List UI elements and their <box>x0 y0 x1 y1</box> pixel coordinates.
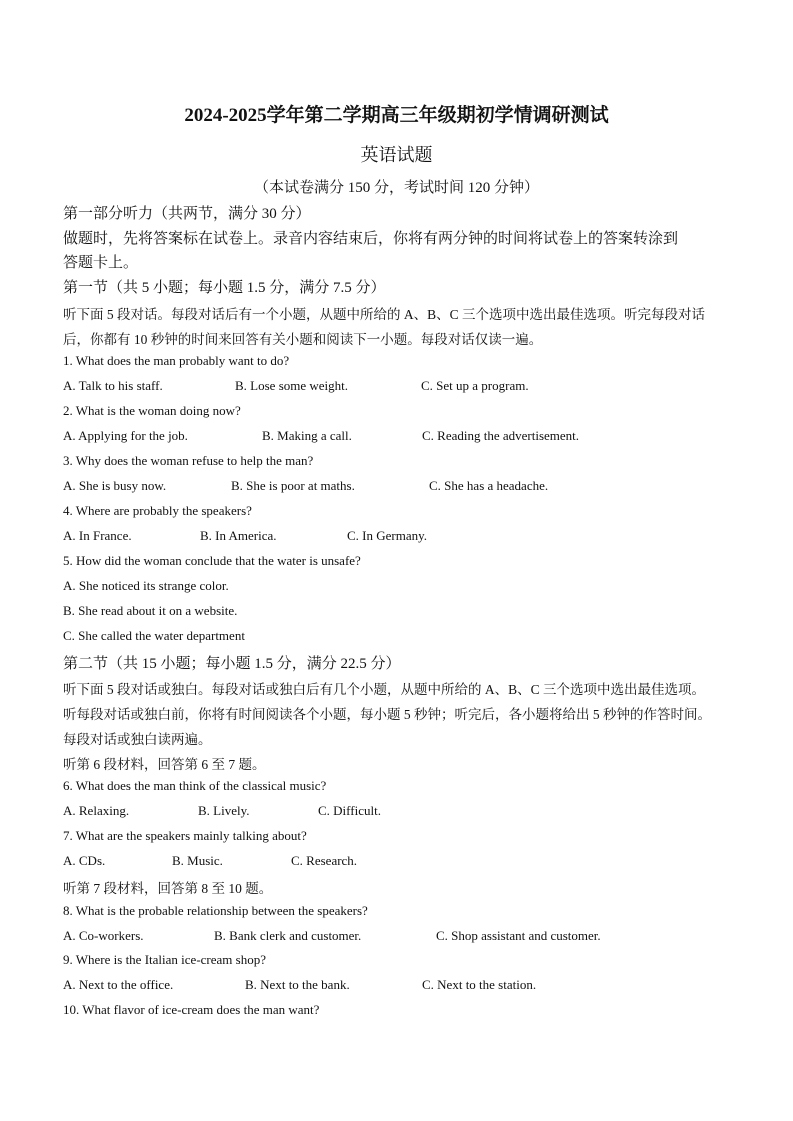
option-b: B. Bank clerk and customer. <box>214 928 362 943</box>
question-text: 6. What does the man think of the classical music? <box>63 778 327 793</box>
part1-instruction-line: 做题时，先将答案标在试卷上。录音内容结束后，你将有两分钟的时间将试卷上的答案转涂到 <box>63 231 679 247</box>
options-row <box>63 977 763 995</box>
option-a: A. She is busy now. <box>63 478 167 493</box>
option-c: C. Reading the advertisement. <box>422 428 580 443</box>
part1-instruction-line: 答题卡上。 <box>63 255 139 271</box>
question-text: 3. Why does the woman refuse to help the man? <box>63 453 314 468</box>
option-c: C. She has a headache. <box>429 478 549 493</box>
section1-instruction-line: 听下面 5 段对话。每段对话后有一个小题，从题中所给的 A、B、C 三个选项中选出最佳选项。听完每段对话 <box>63 307 706 322</box>
options-row <box>63 378 763 396</box>
section2-instruction-line: 听下面 5 段对话或独白。每段对话或独白后有几个小题，从题中所给的 A、B、C 三个选项中选出最佳选项。 <box>63 682 706 697</box>
option-a: A. Next to the office. <box>63 977 174 992</box>
options-row <box>63 478 763 496</box>
option-b: B. She read about it on a website. <box>63 603 238 618</box>
section1-heading: 第一节（共 5 小题；每小题 1.5 分，满分 7.5 分） <box>63 280 386 296</box>
option-b: B. Making a call. <box>262 428 352 443</box>
section2-instruction-line: 听每段对话或独白前，你将有时间阅读各个小题，每小题 5 秒钟；听完后，各小题将给出 5 秒钟的作答时间。 <box>63 707 711 722</box>
option-c: C. In Germany. <box>347 528 428 543</box>
option-b: B. Lose some weight. <box>235 378 349 393</box>
section2-heading: 第二节（共 15 小题；每小题 1.5 分，满分 22.5 分） <box>63 656 401 672</box>
options-row <box>63 528 763 546</box>
exam-note: （本试卷满分 150 分，考试时间 120 分钟） <box>253 180 539 196</box>
question-text: 5. How did the woman conclude that the water is unsafe? <box>63 553 361 568</box>
group-instruction: 听第 6 段材料，回答第 6 至 7 题。 <box>63 757 266 772</box>
question-text: 2. What is the woman doing now? <box>63 403 241 418</box>
option-c: C. Shop assistant and customer. <box>436 928 601 943</box>
options-row <box>63 928 763 946</box>
options-row <box>63 803 763 821</box>
option-c: C. Research. <box>291 853 358 868</box>
options-row <box>63 853 763 871</box>
part1-heading: 第一部分听力（共两节，满分 30 分） <box>63 206 311 222</box>
question-text: 9. Where is the Italian ice-cream shop? <box>63 952 266 967</box>
option-a: A. Applying for the job. <box>63 428 188 443</box>
option-a: A. Talk to his staff. <box>63 378 163 393</box>
question-text: 8. What is the probable relationship between the speakers? <box>63 903 368 918</box>
option-a: A. CDs. <box>63 853 106 868</box>
option-b: B. She is poor at maths. <box>231 478 355 493</box>
option-b: B. In America. <box>200 528 277 543</box>
option-b: B. Lively. <box>198 803 250 818</box>
option-c: C. Next to the station. <box>422 977 537 992</box>
option-a: A. Co-workers. <box>63 928 144 943</box>
section2-instruction-line: 每段对话或独白读两遍。 <box>63 732 212 747</box>
option-a: A. In France. <box>63 528 132 543</box>
option-b: B. Next to the bank. <box>245 977 350 992</box>
group-instruction: 听第 7 段材料，回答第 8 至 10 题。 <box>63 881 273 896</box>
option-c: C. She called the water department <box>63 628 245 643</box>
section1-instruction-line: 后，你都有 10 秒钟的时间来回答有关小题和阅读下一小题。每段对话仅读一遍。 <box>63 332 543 347</box>
question-text: 7. What are the speakers mainly talking about? <box>63 828 307 843</box>
question-text: 4. Where are probably the speakers? <box>63 503 252 518</box>
exam-title: 2024-2025学年第二学期高三年级期初学情调研测试 <box>184 105 609 126</box>
option-c: C. Difficult. <box>318 803 381 818</box>
option-b: B. Music. <box>172 853 223 868</box>
options-row <box>63 428 763 446</box>
question-text: 1. What does the man probably want to do? <box>63 353 290 368</box>
subject-title: 英语试题 <box>360 145 433 165</box>
question-text: 10. What flavor of ice-cream does the man want? <box>63 1002 320 1017</box>
option-a: A. She noticed its strange color. <box>63 578 229 593</box>
option-c: C. Set up a program. <box>421 378 529 393</box>
option-a: A. Relaxing. <box>63 803 130 818</box>
